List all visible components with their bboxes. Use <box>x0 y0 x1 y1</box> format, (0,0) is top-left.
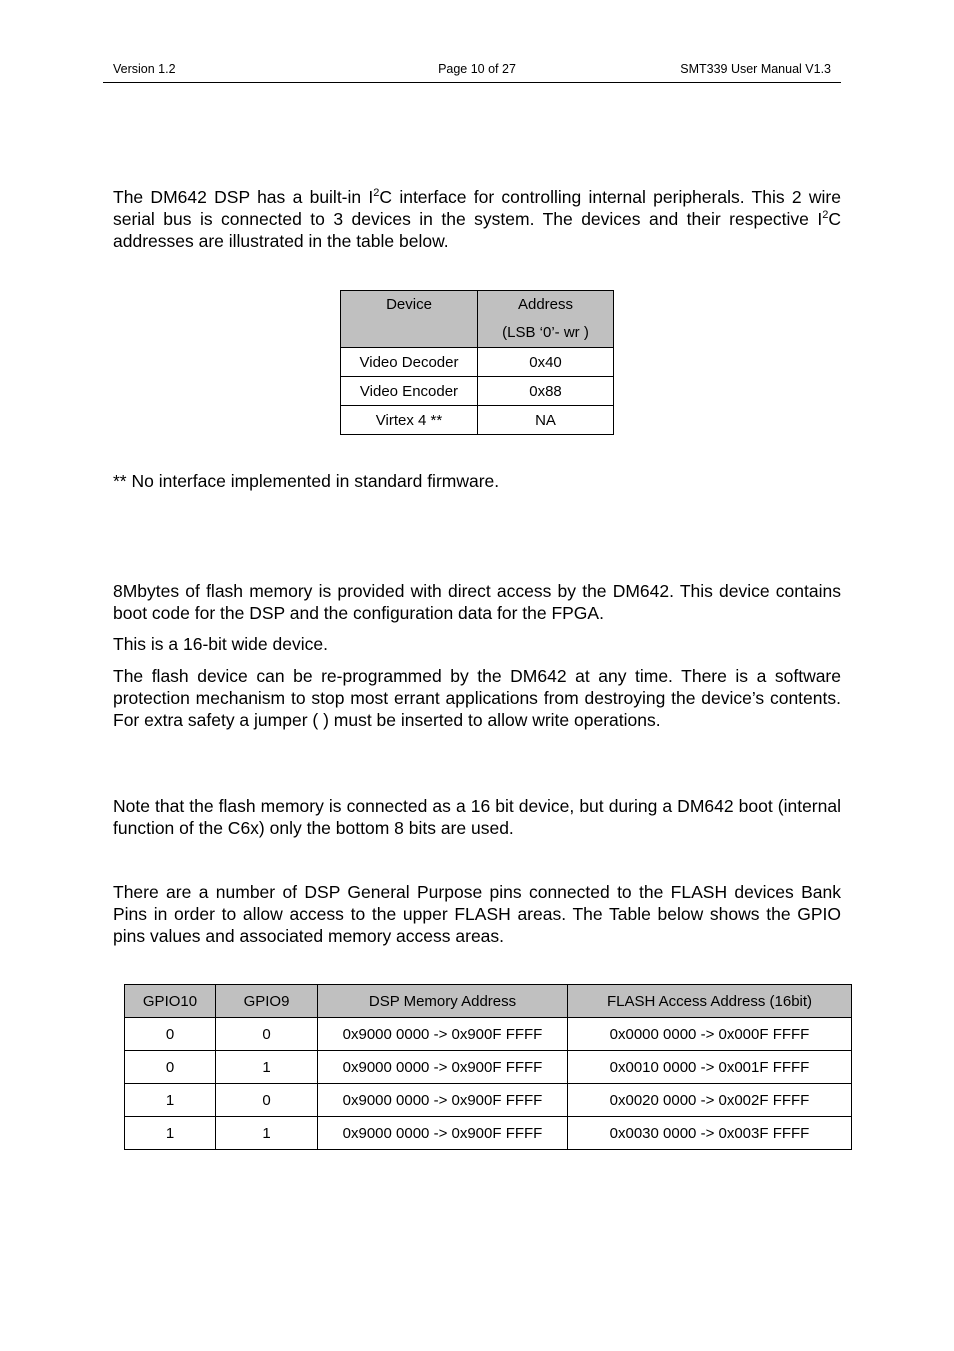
flash-paragraph-3: The flash device can be re-programmed by the DM642 at any time. There is a software protection mechanism to stop most errant applications from destroying the device’s contents. For extra safety a jumper ( ) must be inserted to allow write operations. <box>113 666 841 730</box>
table-row <box>125 1084 852 1117</box>
device-cell: Video Decoder <box>341 348 478 377</box>
dsp-address-cell: 0x9000 0000 -> 0x900F FFFF <box>318 1051 568 1084</box>
flash-address-cell: 0x0020 0000 -> 0x002F FFFF <box>568 1084 852 1117</box>
device-cell: Virtex 4 ** <box>341 406 478 435</box>
column-header-device: Device <box>341 291 478 348</box>
gpio10-cell: 1 <box>125 1117 216 1150</box>
gpio9-cell: 1 <box>216 1051 318 1084</box>
table-header-row <box>341 291 614 348</box>
table-header-row <box>125 985 852 1018</box>
dsp-address-cell: 0x9000 0000 -> 0x900F FFFF <box>318 1018 568 1051</box>
column-header-gpio9: GPIO9 <box>216 985 318 1018</box>
flash-paragraph-4: Note that the flash memory is connected as a 16 bit device, but during a DM642 boot (internal function of the C6x) only the bottom 8 bits are used. <box>113 796 841 838</box>
table-row <box>341 377 614 406</box>
header-manual-title: SMT339 User Manual V1.3 <box>680 62 831 76</box>
table-row <box>125 1051 852 1084</box>
header-rule <box>103 82 841 83</box>
table-row <box>341 348 614 377</box>
gpio-flash-table <box>124 984 852 1150</box>
flash-paragraph-1: 8Mbytes of flash memory is provided with direct access by the DM642. This device contains boot code for the DSP and the configuration data for the FPGA. <box>113 581 841 623</box>
column-header-dsp-address: DSP Memory Address <box>318 985 568 1018</box>
column-header-gpio10: GPIO10 <box>125 985 216 1018</box>
table-row <box>341 406 614 435</box>
address-cell: 0x88 <box>478 377 614 406</box>
gpio10-cell: 0 <box>125 1051 216 1084</box>
flash-paragraph-5: There are a number of DSP General Purpose pins connected to the FLASH devices Bank Pins in order to allow access to the upper FLASH areas. The Table below shows the GPIO pins values and associated memory access areas. <box>113 882 841 946</box>
dsp-address-cell: 0x9000 0000 -> 0x900F FFFF <box>318 1117 568 1150</box>
device-cell: Video Encoder <box>341 377 478 406</box>
dsp-address-cell: 0x9000 0000 -> 0x900F FFFF <box>318 1084 568 1117</box>
gpio10-cell: 0 <box>125 1018 216 1051</box>
header-page-number: Page 10 of 27 <box>438 62 516 76</box>
flash-paragraph-2: This is a 16-bit wide device. <box>113 634 328 654</box>
address-cell: NA <box>478 406 614 435</box>
header-version: Version 1.2 <box>113 62 176 76</box>
flash-address-cell: 0x0000 0000 -> 0x000F FFFF <box>568 1018 852 1051</box>
table-row <box>125 1018 852 1051</box>
i2c-footnote: ** No interface implemented in standard firmware. <box>113 471 500 491</box>
i2c-address-table <box>340 290 614 435</box>
flash-address-cell: 0x0010 0000 -> 0x001F FFFF <box>568 1051 852 1084</box>
address-cell: 0x40 <box>478 348 614 377</box>
column-header-address: Address (LSB ‘0’- wr ) <box>478 291 614 348</box>
gpio10-cell: 1 <box>125 1084 216 1117</box>
gpio9-cell: 1 <box>216 1117 318 1150</box>
gpio9-cell: 0 <box>216 1084 318 1117</box>
column-header-flash-address: FLASH Access Address (16bit) <box>568 985 852 1018</box>
gpio9-cell: 0 <box>216 1018 318 1051</box>
table-row <box>125 1117 852 1150</box>
i2c-intro-paragraph: The DM642 DSP has a built-in $I^2C$ interface for controlling internal peripherals. This 2 wire serial bus is connected to 3 devices in the system. The devices and their respective $I^2C$ addresses are illustrated in the table below. <box>113 187 841 251</box>
flash-address-cell: 0x0030 0000 -> 0x003F FFFF <box>568 1117 852 1150</box>
